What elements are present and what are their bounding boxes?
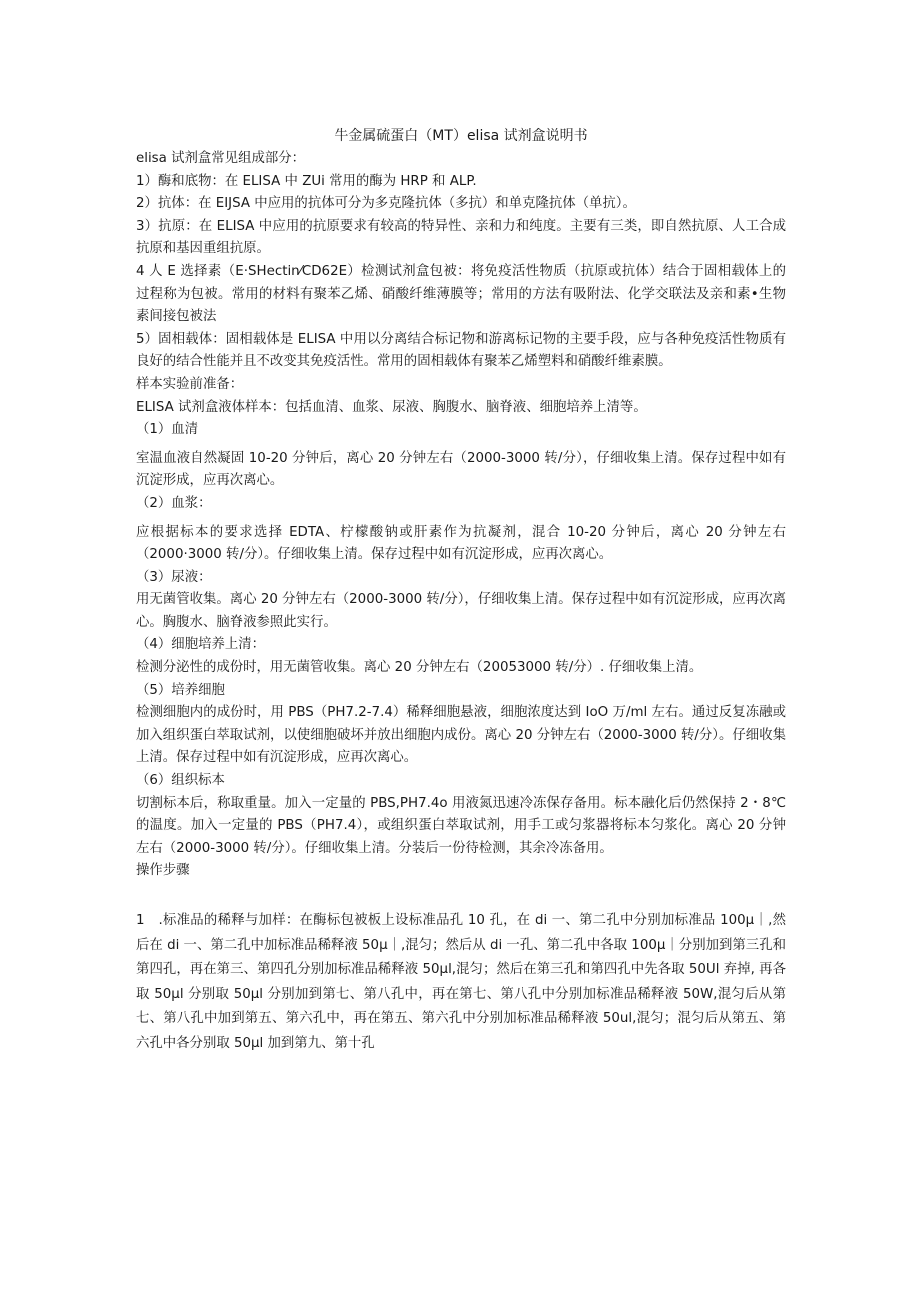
sample-text: 切割标本后，称取重量。加入一定量的 PBS,PH7.4o 用液氮迅速冷冻保存备用。标本融化后仍然保持 2・8℃的温度。加入一定量的 PBS（PH7.4），或组织蛋白萃取试剂，用手工或匀浆器将标本匀浆化。离心 20 分钟左右（2000-3000 转/分）。仔细收集上清。分装后一份待检测，其余冷冻备用。: [136, 795, 786, 856]
steps-heading: 操作步骤: [136, 863, 190, 879]
component-item: 4 人 E 选择素（E·SHectin⁄CD62E）检测试剂盒包被：将免疫活性物质（抗原或抗体）结合于固相载体上的过程称为包被。常用的材料有聚苯乙烯、硝酸纤维薄膜等；常用的方法有吸附法、化学交联法及亲和素•生物素间接包被法: [136, 263, 786, 325]
sample-heading: （2）血浆：: [136, 495, 212, 511]
document-title: 牛金属硫蛋白（MT）elisa 试剂盒说明书: [334, 128, 588, 144]
components-intro: elisa 试剂盒常见组成部分：: [136, 151, 306, 166]
sample-heading: （1）血清: [136, 422, 199, 438]
component-item: 3）抗原：在 ELISA 中应用的抗原要求有较高的特异性、亲和力和纯度。主要有三类，即自然抗原、人工合成抗原和基因重组抗原。: [136, 218, 786, 257]
sample-heading: （3）尿液：: [136, 569, 212, 585]
step-item: 1 .标准品的稀释与加样：在酶标包被板上设标准品孔 10 孔，在 di 一、第二孔中分别加标准品 100μ｜,然后在 di 一、第二孔中加标准品稀释液 50μ｜,混匀；然后从 di 一孔、第二孔中各取 100μ｜分别加到第三孔和第四孔，再在第三、第四孔分别加标准品稀释液 50μl,混匀；然后在第三孔和第四孔中先各取 50Ul 弃掉, 再各取 50μl 分别取 50μl 分别加到第七、第八孔中，再在第七、第八孔中分别加标准品稀释液 50W,混匀后从第七、第八孔中加到第五、第六孔中，再在第五、第六孔中分别加标准品稀释液 50ul,混匀；混匀后从第五、第六孔中各分别取 50μl 加到第九、第十孔: [136, 913, 786, 1051]
sample-heading: （5）培养细胞: [136, 682, 225, 698]
document-page: [136, 126, 786, 1057]
component-item: 1）酶和底物：在 ELISA 中 ZUi 常用的酶为 HRP 和 ALP.: [136, 173, 477, 189]
sample-heading: （4）细胞培养上清：: [136, 637, 266, 653]
prep-heading: 样本实验前准备：: [136, 376, 244, 392]
component-item: 2）抗体：在 EIJSA 中应用的抗体可分为多克隆抗体（多抗）和单克隆抗体（单抗）。: [136, 196, 636, 212]
prep-intro: ELISA 试剂盒液体样本：包括血清、血浆、尿液、胸腹水、脑脊液、细胞培养上清等。: [136, 399, 647, 415]
sample-text: 应根据标本的要求选择 EDTA、柠檬酸钠或肝素作为抗凝剂，混合 10-20 分钟后，离心 20 分钟左右（2000·3000 转/分）。仔细收集上清。保存过程中如有沉淀形成，应再次离心。: [136, 524, 786, 563]
sample-text: 检测分泌性的成份时，用无菌管收集。离心 20 分钟左右（20053000 转/分）. 仔细收集上清。: [136, 660, 703, 676]
component-item: 5）固相载体：固相载体是 ELISA 中用以分离结合标记物和游离标记物的主要手段，应与各种免疫活性物质有良好的结合性能并且不改变其免疫活性。常用的固相载体有聚苯乙烯塑料和硝酸纤维素膜。: [136, 331, 786, 370]
sample-text: 用无菌管收集。离心 20 分钟左右（2000-3000 转/分），仔细收集上清。保存过程中如有沉淀形成，应再次离心。胸腹水、脑脊液参照此实行。: [136, 592, 786, 630]
sample-heading: （6）组织标本: [136, 773, 225, 789]
sample-text: 检测细胞内的成份时，用 PBS（PH7.2-7.4）稀释细胞悬液，细胞浓度达到 IoO 万/ml 左右。通过反复冻融或加入组织蛋白萃取试剂，以使细胞破坏并放出细胞内成份。离心 20 分钟左右（2000-3000 转/分）。仔细收集上清。保存过程中如有沉淀形成，应再次离心。: [136, 705, 786, 766]
sample-text: 室温血液自然凝固 10-20 分钟后，离心 20 分钟左右（2000-3000 转/分），仔细收集上清。保存过程中如有沉淀形成，应再次离心。: [136, 450, 786, 489]
